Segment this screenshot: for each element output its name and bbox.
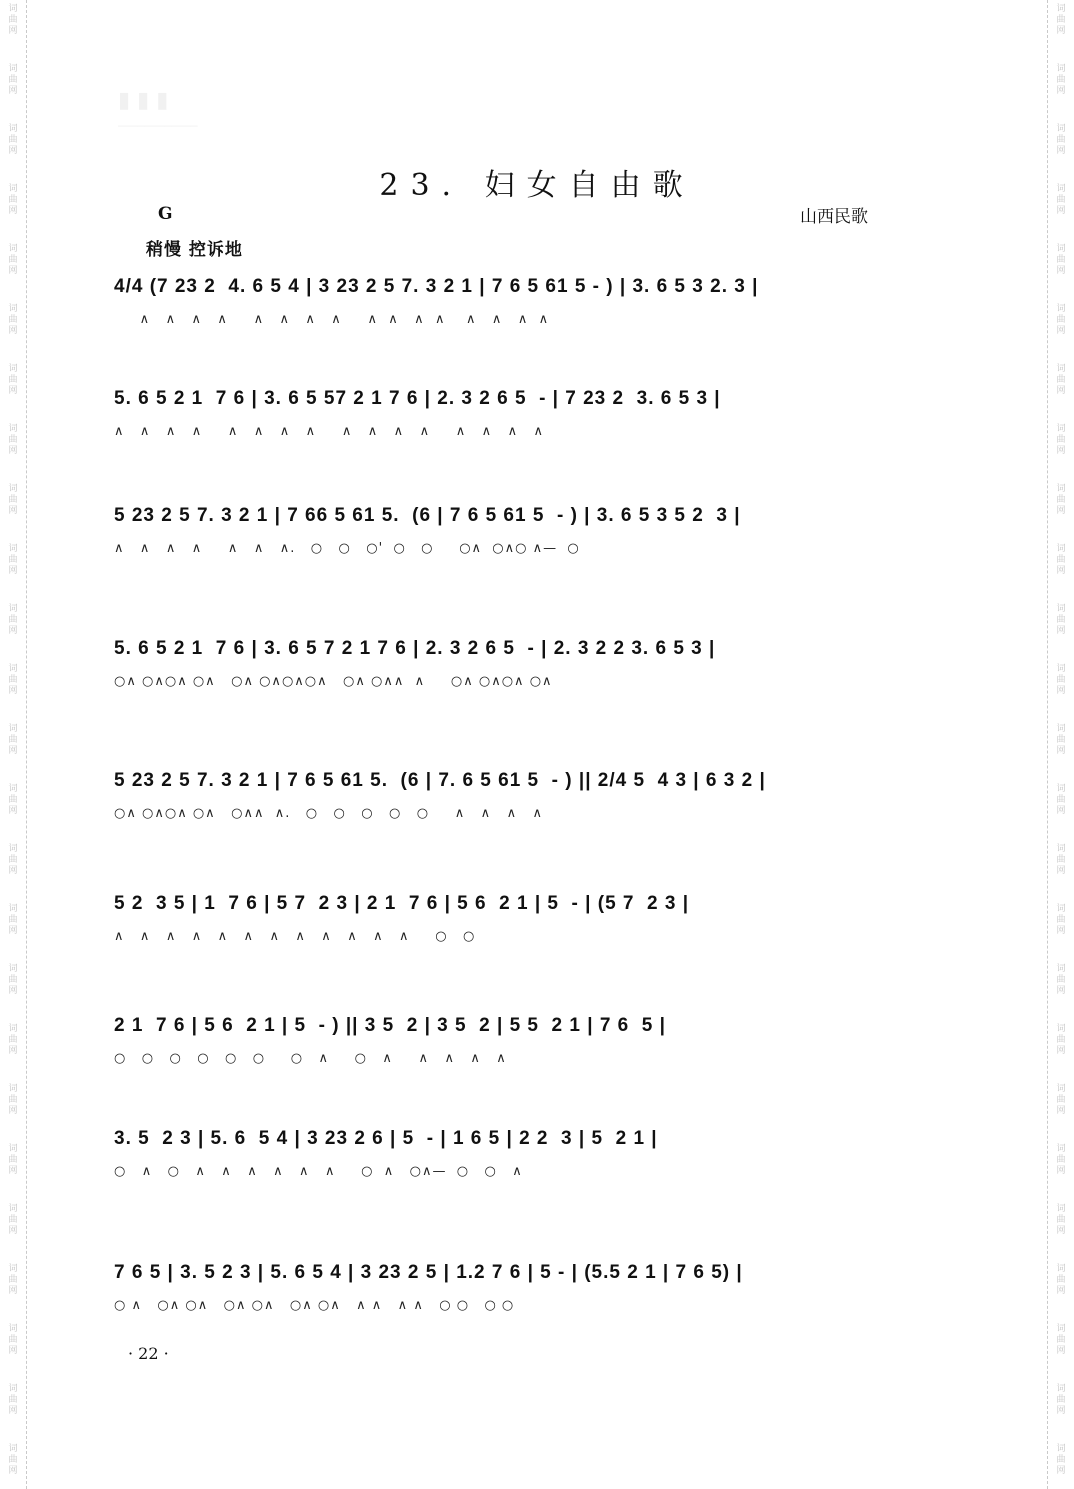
key-signature: G <box>158 204 173 224</box>
margin-watermark: 词 曲 网 <box>1056 724 1066 756</box>
margin-watermark: 词 曲 网 <box>8 1384 18 1416</box>
page-number: · 22 · <box>128 1344 169 1363</box>
score-system <box>114 1262 934 1314</box>
margin-watermark: 词 曲 网 <box>1056 544 1066 576</box>
margin-watermark: 词 曲 网 <box>8 4 18 36</box>
margin-watermark: 词 曲 网 <box>8 124 18 156</box>
margin-watermark: 词 曲 网 <box>8 844 18 876</box>
margin-watermark: 词 曲 网 <box>1056 484 1066 516</box>
margin-watermark: 词 曲 网 <box>8 724 18 756</box>
technique-marks: ∧ ∧ ∧ ∧ ∧ ∧ ∧ ∧ ∧ ∧ ∧ ∧ ∧ ∧ ∧ ∧ <box>114 312 550 327</box>
margin-watermark: 词 曲 网 <box>8 184 18 216</box>
margin-watermark: 词 曲 网 <box>8 1144 18 1176</box>
margin-watermark: 词 曲 网 <box>1056 64 1066 96</box>
notation-line: 2 1 7 6 | 5 6 2 1 | 5 - ) || 3 5 2 | 3 5 2 | 5 5 2 1 | 7 6 5 | <box>114 1015 666 1036</box>
margin-watermark: 词 曲 网 <box>1056 364 1066 396</box>
notation-line: 5 23 2 5 7. 3 2 1 | 7 66 5 61 5. (6 | 7 6 5 61 5 - ) | 3. 6 5 3 5 2 3 | <box>114 505 741 526</box>
margin-watermark: 词 曲 网 <box>1056 904 1066 936</box>
margin-watermark: 词 曲 网 <box>1056 1024 1066 1056</box>
margin-watermark: 词 曲 网 <box>1056 604 1066 636</box>
margin-watermark: 词 曲 网 <box>1056 1444 1066 1476</box>
margin-watermark: 词 曲 网 <box>8 244 18 276</box>
faint-ghost-mark: ▮ ▮ ▮ <box>118 88 169 113</box>
technique-marks: ○ ∧ ○∧ ○∧ ○∧ ○∧ ○∧ ○∧ ∧ ∧ ∧ ∧ ○ ○ ○ ○ <box>114 1298 515 1313</box>
margin-watermark: 词 曲 网 <box>8 1084 18 1116</box>
margin-watermark: 词 曲 网 <box>1056 844 1066 876</box>
technique-marks: ○ ∧ ○ ∧ ∧ ∧ ∧ ∧ ∧ ○ ∧ ○∧— ○ ○ ∧ <box>114 1164 523 1179</box>
score-system <box>114 388 934 440</box>
score-system <box>114 638 934 690</box>
margin-watermark: 词 曲 网 <box>1056 304 1066 336</box>
margin-watermark: 词 曲 网 <box>8 1444 18 1476</box>
margin-watermark: 词 曲 网 <box>1056 1384 1066 1416</box>
margin-watermark: 词 曲 网 <box>8 424 18 456</box>
score-system <box>114 893 934 945</box>
song-origin: 山西民歌 <box>800 207 868 227</box>
notation-line: 4/4 (7 23 2 4. 6 5 4 | 3 23 2 5 7. 3 2 1 | 7 6 5 61 5 - ) | 3. 6 5 3 2. 3 | <box>114 276 759 297</box>
technique-marks: ○∧ ○∧○∧ ○∧ ○∧∧ ∧. ○ ○ ○ ○ ○ ∧ ∧ ∧ ∧ <box>114 806 543 821</box>
margin-watermark: 词 曲 网 <box>1056 1144 1066 1176</box>
notation-line: 5. 6 5 2 1 7 6 | 3. 6 5 7 2 1 7 6 | 2. 3 2 6 5 - | 2. 3 2 2 3. 6 5 3 | <box>114 638 716 659</box>
margin-watermark: 词 曲 网 <box>8 544 18 576</box>
margin-watermark: 词 曲 网 <box>8 664 18 696</box>
score-system <box>114 1015 934 1067</box>
technique-marks: ○ ○ ○ ○ ○ ○ ○ ∧ ○ ∧ ∧ ∧ ∧ ∧ <box>114 1051 507 1066</box>
notation-line: 7 6 5 | 3. 5 2 3 | 5. 6 5 4 | 3 23 2 5 | 1.2 7 6 | 5 - | (5.5 2 1 | 7 6 5) | <box>114 1262 743 1283</box>
margin-watermark: 词 曲 网 <box>8 964 18 996</box>
notation-line: 3. 5 2 3 | 5. 6 5 4 | 3 23 2 6 | 5 - | 1 6 5 | 2 2 3 | 5 2 1 | <box>114 1128 658 1149</box>
margin-watermark: 词 曲 网 <box>1056 124 1066 156</box>
margin-watermark: 词 曲 网 <box>1056 964 1066 996</box>
margin-watermark: 词 曲 网 <box>8 484 18 516</box>
notation-line: 5 2 3 5 | 1 7 6 | 5 7 2 3 | 2 1 7 6 | 5 6 2 1 | 5 - | (5 7 2 3 | <box>114 893 690 914</box>
margin-watermark: 词 曲 网 <box>8 604 18 636</box>
score-system <box>114 1128 934 1180</box>
margin-watermark: 词 曲 网 <box>1056 424 1066 456</box>
margin-watermark: 词 曲 网 <box>8 64 18 96</box>
tempo-marking: 稍慢 控诉地 <box>146 240 243 260</box>
margin-watermark: 词 曲 网 <box>1056 1264 1066 1296</box>
margin-watermark: 词 曲 网 <box>8 1264 18 1296</box>
score-system <box>114 770 934 822</box>
technique-marks: ○∧ ○∧○∧ ○∧ ○∧ ○∧○∧○∧ ○∧ ○∧∧ ∧ ○∧ ○∧○∧ ○∧ <box>114 674 553 689</box>
song-title: 23. 妇女自由歌 <box>379 168 695 203</box>
margin-watermark: 词 曲 网 <box>8 304 18 336</box>
margin-watermark: 词 曲 网 <box>8 784 18 816</box>
margin-watermark: 词 曲 网 <box>8 1024 18 1056</box>
technique-marks: ∧ ∧ ∧ ∧ ∧ ∧ ∧ ∧ ∧ ∧ ∧ ∧ ○ ○ <box>114 929 476 944</box>
technique-marks: ∧ ∧ ∧ ∧ ∧ ∧ ∧ ∧ ∧ ∧ ∧ ∧ ∧ ∧ ∧ ∧ <box>114 424 544 439</box>
score-system <box>114 505 934 557</box>
technique-marks: ∧ ∧ ∧ ∧ ∧ ∧ ∧. ○ ○ ○' ○ ○ ○∧ ○∧○ ∧— ○ <box>114 541 580 556</box>
margin-watermark: 词 曲 网 <box>8 1324 18 1356</box>
margin-watermark: 词 曲 网 <box>8 1204 18 1236</box>
margin-watermark: 词 曲 网 <box>1056 784 1066 816</box>
margin-watermark: 词 曲 网 <box>1056 1324 1066 1356</box>
margin-watermark: 词 曲 网 <box>1056 184 1066 216</box>
score-system <box>114 276 934 328</box>
margin-watermark: 词 曲 网 <box>1056 244 1066 276</box>
notation-line: 5 23 2 5 7. 3 2 1 | 7 6 5 61 5. (6 | 7. 6 5 61 5 - ) || 2/4 5 4 3 | 6 3 2 | <box>114 770 766 791</box>
margin-watermark: 词 曲 网 <box>8 904 18 936</box>
notation-line: 5. 6 5 2 1 7 6 | 3. 6 5 57 2 1 7 6 | 2. 3 2 6 5 - | 7 23 2 3. 6 5 3 | <box>114 388 721 409</box>
margin-watermark: 词 曲 网 <box>1056 1084 1066 1116</box>
margin-watermark: 词 曲 网 <box>1056 4 1066 36</box>
margin-watermark: 词 曲 网 <box>8 364 18 396</box>
margin-watermark: 词 曲 网 <box>1056 1204 1066 1236</box>
faint-ghost-line: ──────────── <box>118 120 198 133</box>
margin-watermark: 词 曲 网 <box>1056 664 1066 696</box>
